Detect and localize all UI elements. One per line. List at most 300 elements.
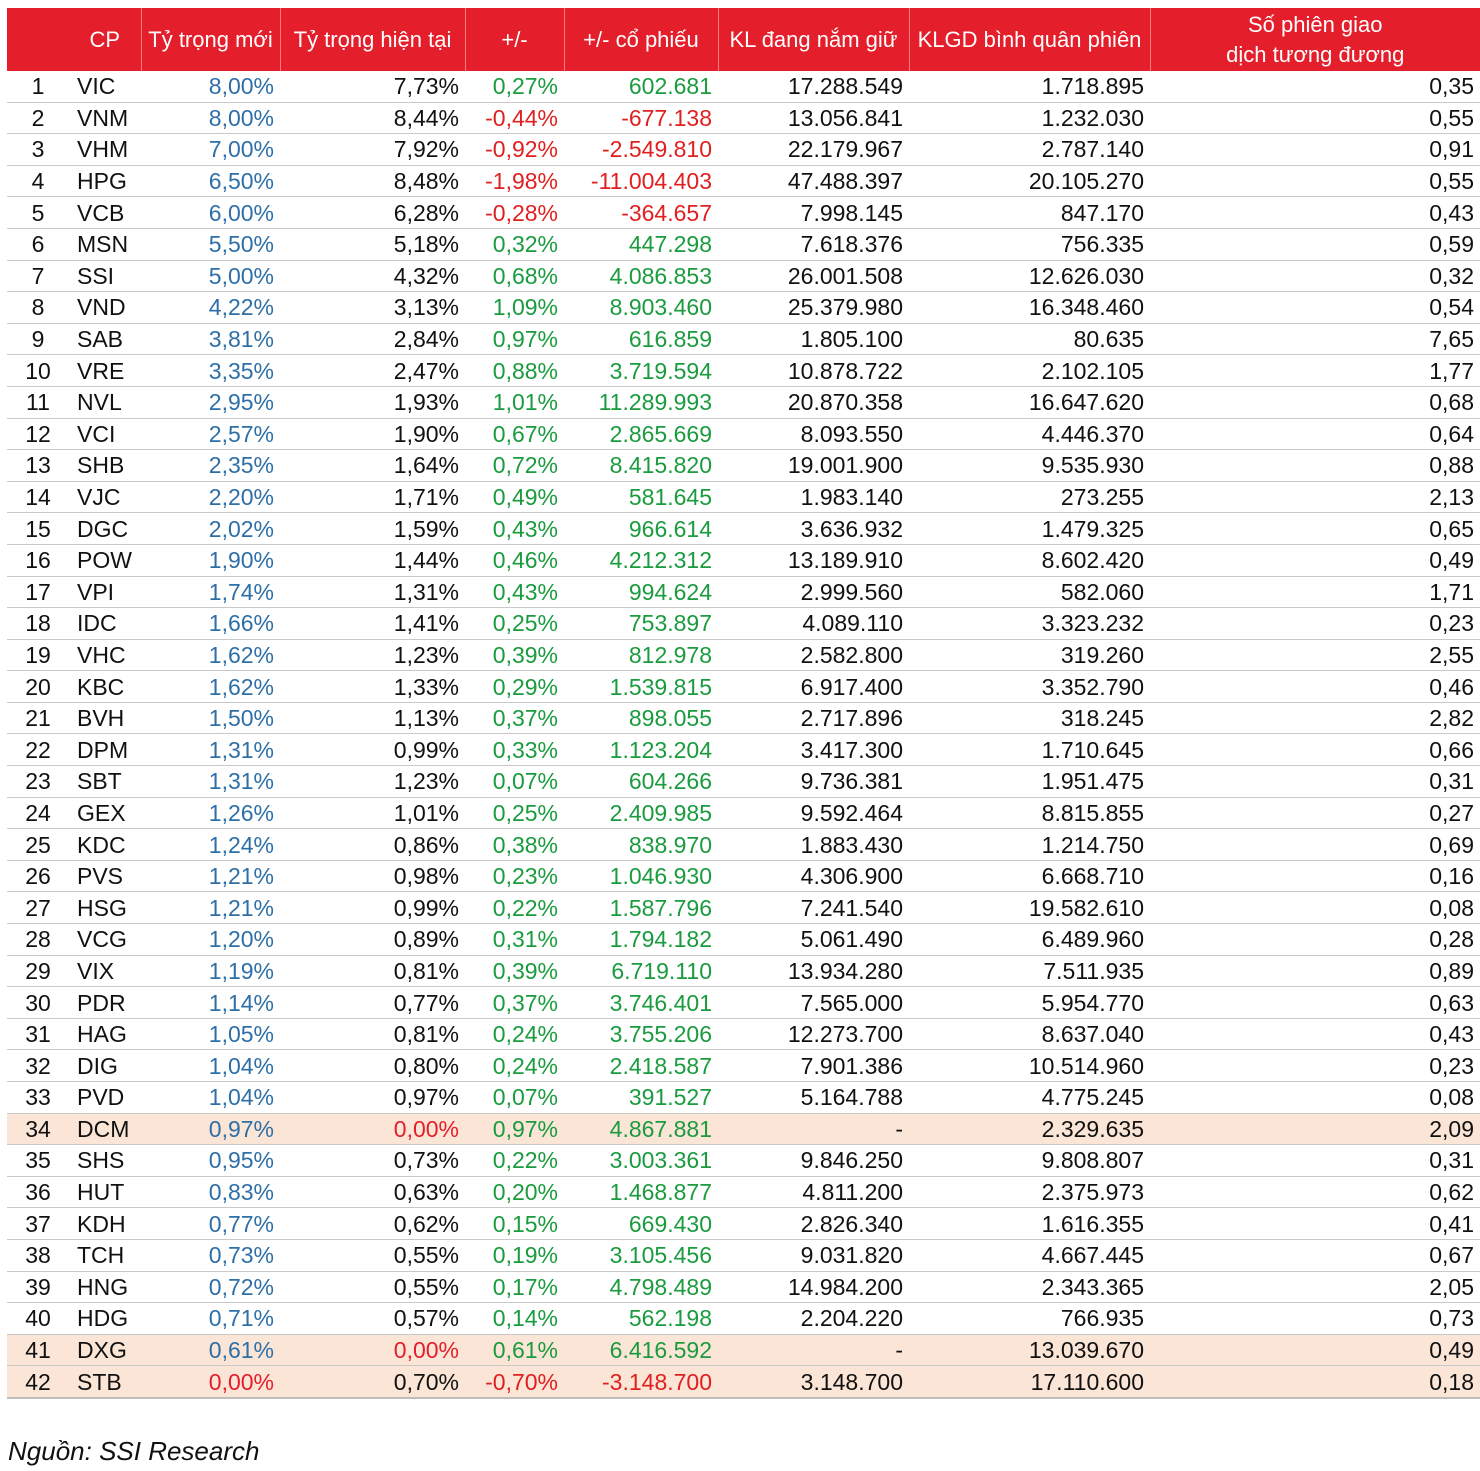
cell-avg-volume: 766.935 <box>909 1303 1150 1335</box>
cell-change-shares: 966.614 <box>564 513 718 545</box>
cell-avg-volume: 17.110.600 <box>909 1366 1150 1398</box>
cell-holding: 2.582.800 <box>718 639 909 671</box>
cell-holding: 6.917.400 <box>718 671 909 703</box>
cell-change: 0,37% <box>465 987 564 1019</box>
cell-index: 21 <box>7 702 69 734</box>
cell-ticker: HUT <box>69 1176 141 1208</box>
cell-current-weight: 0,81% <box>280 1018 465 1050</box>
cell-current-weight: 0,57% <box>280 1303 465 1335</box>
cell-index: 33 <box>7 1082 69 1114</box>
cell-sessions: 0,73 <box>1150 1303 1480 1335</box>
cell-avg-volume: 2.343.365 <box>909 1271 1150 1303</box>
cell-current-weight: 3,13% <box>280 292 465 324</box>
cell-sessions: 2,55 <box>1150 639 1480 671</box>
cell-avg-volume: 8.637.040 <box>909 1018 1150 1050</box>
cell-change: 0,61% <box>465 1334 564 1366</box>
cell-holding: 3.636.932 <box>718 513 909 545</box>
cell-sessions: 0,63 <box>1150 987 1480 1019</box>
cell-index: 27 <box>7 892 69 924</box>
cell-sessions: 0,16 <box>1150 860 1480 892</box>
cell-index: 11 <box>7 386 69 418</box>
cell-change-shares: 898.055 <box>564 702 718 734</box>
cell-new-weight: 1,04% <box>141 1050 280 1082</box>
cell-sessions: 0,43 <box>1150 197 1480 229</box>
cell-new-weight: 2,02% <box>141 513 280 545</box>
cell-new-weight: 1,74% <box>141 576 280 608</box>
cell-change: 0,07% <box>465 1082 564 1114</box>
cell-change: 0,24% <box>465 1050 564 1082</box>
cell-sessions: 0,49 <box>1150 1334 1480 1366</box>
cell-new-weight: 1,90% <box>141 544 280 576</box>
cell-avg-volume: 19.582.610 <box>909 892 1150 924</box>
cell-holding: 9.031.820 <box>718 1239 909 1271</box>
cell-new-weight: 1,50% <box>141 702 280 734</box>
cell-change: 0,22% <box>465 892 564 924</box>
cell-avg-volume: 1.479.325 <box>909 513 1150 545</box>
cell-current-weight: 1,23% <box>280 639 465 671</box>
cell-new-weight: 1,26% <box>141 797 280 829</box>
table-row <box>7 228 1480 260</box>
cell-new-weight: 8,00% <box>141 71 280 102</box>
cell-holding: 7.901.386 <box>718 1050 909 1082</box>
cell-ticker: VHC <box>69 639 141 671</box>
cell-change-shares: 562.198 <box>564 1303 718 1335</box>
cell-avg-volume: 2.329.635 <box>909 1113 1150 1145</box>
cell-change: 0,49% <box>465 481 564 513</box>
cell-index: 37 <box>7 1208 69 1240</box>
cell-new-weight: 1,31% <box>141 734 280 766</box>
cell-index: 36 <box>7 1176 69 1208</box>
cell-avg-volume: 16.348.460 <box>909 292 1150 324</box>
cell-index: 34 <box>7 1113 69 1145</box>
cell-sessions: 0,35 <box>1150 71 1480 102</box>
cell-current-weight: 1,71% <box>280 481 465 513</box>
cell-new-weight: 4,22% <box>141 292 280 324</box>
cell-change: 0,37% <box>465 702 564 734</box>
cell-holding: 3.417.300 <box>718 734 909 766</box>
cell-avg-volume: 8.602.420 <box>909 544 1150 576</box>
cell-new-weight: 1,05% <box>141 1018 280 1050</box>
cell-index: 22 <box>7 734 69 766</box>
source-note: Nguồn: SSI Research <box>8 1436 260 1466</box>
cell-new-weight: 1,31% <box>141 766 280 798</box>
cell-avg-volume: 4.446.370 <box>909 418 1150 450</box>
cell-change-shares: 669.430 <box>564 1208 718 1240</box>
cell-ticker: VRE <box>69 355 141 387</box>
cell-sessions: 0,31 <box>1150 1145 1480 1177</box>
cell-current-weight: 1,41% <box>280 608 465 640</box>
cell-avg-volume: 4.667.445 <box>909 1239 1150 1271</box>
cell-ticker: DPM <box>69 734 141 766</box>
cell-current-weight: 1,90% <box>280 418 465 450</box>
header-avg-volume: KLGD bình quân phiên <box>909 8 1150 71</box>
cell-avg-volume: 2.787.140 <box>909 134 1150 166</box>
cell-index: 5 <box>7 197 69 229</box>
cell-change: 1,09% <box>465 292 564 324</box>
cell-holding: 26.001.508 <box>718 260 909 292</box>
cell-change: 0,29% <box>465 671 564 703</box>
cell-change: -0,44% <box>465 102 564 134</box>
cell-current-weight: 1,64% <box>280 450 465 482</box>
header-sessions <box>1150 8 1480 71</box>
cell-change: 0,88% <box>465 355 564 387</box>
cell-index: 9 <box>7 323 69 355</box>
cell-change: 0,68% <box>465 260 564 292</box>
cell-sessions: 0,65 <box>1150 513 1480 545</box>
cell-sessions: 0,27 <box>1150 797 1480 829</box>
cell-new-weight: 0,77% <box>141 1208 280 1240</box>
cell-current-weight: 0,86% <box>280 829 465 861</box>
cell-ticker: BVH <box>69 702 141 734</box>
cell-holding: 7.998.145 <box>718 197 909 229</box>
cell-avg-volume: 273.255 <box>909 481 1150 513</box>
cell-avg-volume: 1.718.895 <box>909 71 1150 102</box>
table-row <box>7 766 1480 798</box>
cell-current-weight: 0,98% <box>280 860 465 892</box>
cell-current-weight: 4,32% <box>280 260 465 292</box>
cell-change-shares: 1.539.815 <box>564 671 718 703</box>
cell-change: 0,72% <box>465 450 564 482</box>
cell-current-weight: 0,73% <box>280 1145 465 1177</box>
cell-ticker: PVS <box>69 860 141 892</box>
cell-ticker: DCM <box>69 1113 141 1145</box>
cell-change-shares: 604.266 <box>564 766 718 798</box>
cell-change: 0,46% <box>465 544 564 576</box>
cell-ticker: HNG <box>69 1271 141 1303</box>
cell-change-shares: 1.587.796 <box>564 892 718 924</box>
cell-change: 0,39% <box>465 955 564 987</box>
cell-sessions: 0,55 <box>1150 165 1480 197</box>
cell-sessions: 0,67 <box>1150 1239 1480 1271</box>
cell-index: 10 <box>7 355 69 387</box>
cell-change-shares: 994.624 <box>564 576 718 608</box>
table-row <box>7 1366 1480 1398</box>
cell-index: 7 <box>7 260 69 292</box>
cell-avg-volume: 6.489.960 <box>909 924 1150 956</box>
cell-change-shares: 1.468.877 <box>564 1176 718 1208</box>
cell-ticker: VIX <box>69 955 141 987</box>
table-row <box>7 1239 1480 1271</box>
cell-index: 35 <box>7 1145 69 1177</box>
cell-change: 0,23% <box>465 860 564 892</box>
cell-avg-volume: 9.535.930 <box>909 450 1150 482</box>
cell-ticker: HSG <box>69 892 141 924</box>
table-header-row <box>7 8 1480 71</box>
cell-change: -0,92% <box>465 134 564 166</box>
cell-holding: 3.148.700 <box>718 1366 909 1398</box>
cell-new-weight: 1,20% <box>141 924 280 956</box>
cell-change-shares: 581.645 <box>564 481 718 513</box>
header-current-weight: Tỷ trọng hiện tại <box>280 8 465 71</box>
cell-current-weight: 2,84% <box>280 323 465 355</box>
cell-avg-volume: 20.105.270 <box>909 165 1150 197</box>
cell-ticker: SHS <box>69 1145 141 1177</box>
cell-current-weight: 1,31% <box>280 576 465 608</box>
cell-holding: 13.056.841 <box>718 102 909 134</box>
table-row <box>7 355 1480 387</box>
cell-new-weight: 0,83% <box>141 1176 280 1208</box>
cell-avg-volume: 10.514.960 <box>909 1050 1150 1082</box>
table-row <box>7 1113 1480 1145</box>
cell-ticker: SBT <box>69 766 141 798</box>
cell-sessions: 1,77 <box>1150 355 1480 387</box>
cell-holding: 22.179.967 <box>718 134 909 166</box>
cell-index: 31 <box>7 1018 69 1050</box>
cell-index: 15 <box>7 513 69 545</box>
cell-change-shares: 3.755.206 <box>564 1018 718 1050</box>
cell-current-weight: 1,93% <box>280 386 465 418</box>
cell-ticker: VPI <box>69 576 141 608</box>
cell-change-shares: 391.527 <box>564 1082 718 1114</box>
cell-new-weight: 7,00% <box>141 134 280 166</box>
cell-new-weight: 0,95% <box>141 1145 280 1177</box>
cell-ticker: PVD <box>69 1082 141 1114</box>
cell-change: 0,24% <box>465 1018 564 1050</box>
cell-avg-volume: 582.060 <box>909 576 1150 608</box>
cell-sessions: 0,41 <box>1150 1208 1480 1240</box>
cell-change: 0,17% <box>465 1271 564 1303</box>
cell-new-weight: 1,24% <box>141 829 280 861</box>
table-row <box>7 671 1480 703</box>
cell-avg-volume: 847.170 <box>909 197 1150 229</box>
cell-ticker: VIC <box>69 71 141 102</box>
table-row <box>7 481 1480 513</box>
cell-new-weight: 0,72% <box>141 1271 280 1303</box>
cell-new-weight: 2,57% <box>141 418 280 450</box>
cell-change-shares: 4.086.853 <box>564 260 718 292</box>
cell-holding: 2.717.896 <box>718 702 909 734</box>
cell-avg-volume: 9.808.807 <box>909 1145 1150 1177</box>
cell-holding: 4.089.110 <box>718 608 909 640</box>
cell-change-shares: 602.681 <box>564 71 718 102</box>
cell-new-weight: 0,61% <box>141 1334 280 1366</box>
table-row <box>7 1303 1480 1335</box>
cell-new-weight: 1,62% <box>141 671 280 703</box>
cell-sessions: 0,69 <box>1150 829 1480 861</box>
cell-new-weight: 1,14% <box>141 987 280 1019</box>
cell-new-weight: 6,00% <box>141 197 280 229</box>
cell-ticker: GEX <box>69 797 141 829</box>
cell-ticker: KDH <box>69 1208 141 1240</box>
cell-change-shares: 1.123.204 <box>564 734 718 766</box>
cell-index: 26 <box>7 860 69 892</box>
cell-new-weight: 1,19% <box>141 955 280 987</box>
table-row <box>7 197 1480 229</box>
header-index <box>7 8 69 71</box>
cell-change-shares: 838.970 <box>564 829 718 861</box>
cell-sessions: 0,66 <box>1150 734 1480 766</box>
table-row <box>7 1082 1480 1114</box>
cell-holding: 2.999.560 <box>718 576 909 608</box>
cell-index: 20 <box>7 671 69 703</box>
cell-ticker: POW <box>69 544 141 576</box>
cell-current-weight: 1,23% <box>280 766 465 798</box>
table-row <box>7 1271 1480 1303</box>
cell-sessions: 0,54 <box>1150 292 1480 324</box>
cell-change-shares: 2.409.985 <box>564 797 718 829</box>
cell-change: 0,32% <box>465 228 564 260</box>
cell-new-weight: 2,95% <box>141 386 280 418</box>
cell-ticker: SAB <box>69 323 141 355</box>
header-change: +/- <box>465 8 564 71</box>
cell-holding: 7.618.376 <box>718 228 909 260</box>
cell-change: 0,22% <box>465 1145 564 1177</box>
cell-avg-volume: 1.214.750 <box>909 829 1150 861</box>
cell-avg-volume: 80.635 <box>909 323 1150 355</box>
cell-change: 0,07% <box>465 766 564 798</box>
cell-holding: 10.878.722 <box>718 355 909 387</box>
cell-change: 0,20% <box>465 1176 564 1208</box>
cell-holding: 14.984.200 <box>718 1271 909 1303</box>
cell-new-weight: 3,35% <box>141 355 280 387</box>
cell-change-shares: 2.865.669 <box>564 418 718 450</box>
cell-avg-volume: 12.626.030 <box>909 260 1150 292</box>
cell-new-weight: 0,71% <box>141 1303 280 1335</box>
cell-avg-volume: 3.352.790 <box>909 671 1150 703</box>
cell-avg-volume: 5.954.770 <box>909 987 1150 1019</box>
cell-ticker: DGC <box>69 513 141 545</box>
cell-holding: 9.736.381 <box>718 766 909 798</box>
cell-ticker: TCH <box>69 1239 141 1271</box>
table-row <box>7 955 1480 987</box>
table-row <box>7 260 1480 292</box>
cell-avg-volume: 6.668.710 <box>909 860 1150 892</box>
cell-avg-volume: 8.815.855 <box>909 797 1150 829</box>
cell-holding: 2.826.340 <box>718 1208 909 1240</box>
cell-change: -0,70% <box>465 1366 564 1398</box>
cell-current-weight: 5,18% <box>280 228 465 260</box>
cell-ticker: VJC <box>69 481 141 513</box>
cell-change-shares: 616.859 <box>564 323 718 355</box>
cell-current-weight: 0,70% <box>280 1366 465 1398</box>
cell-index: 17 <box>7 576 69 608</box>
cell-change-shares: 3.719.594 <box>564 355 718 387</box>
cell-index: 39 <box>7 1271 69 1303</box>
cell-change: 0,97% <box>465 323 564 355</box>
cell-holding: - <box>718 1334 909 1366</box>
cell-sessions: 0,23 <box>1150 1050 1480 1082</box>
cell-sessions: 2,09 <box>1150 1113 1480 1145</box>
cell-sessions: 0,49 <box>1150 544 1480 576</box>
cell-holding: 5.164.788 <box>718 1082 909 1114</box>
cell-change-shares: 4.212.312 <box>564 544 718 576</box>
cell-holding: 2.204.220 <box>718 1303 909 1335</box>
cell-current-weight: 0,63% <box>280 1176 465 1208</box>
cell-sessions: 0,64 <box>1150 418 1480 450</box>
cell-avg-volume: 1.232.030 <box>909 102 1150 134</box>
cell-ticker: MSN <box>69 228 141 260</box>
cell-change-shares: -11.004.403 <box>564 165 718 197</box>
cell-ticker: VCG <box>69 924 141 956</box>
cell-change-shares: -3.148.700 <box>564 1366 718 1398</box>
cell-sessions: 0,08 <box>1150 892 1480 924</box>
cell-holding: 1.805.100 <box>718 323 909 355</box>
cell-holding: 47.488.397 <box>718 165 909 197</box>
table-row <box>7 924 1480 956</box>
cell-change: 0,25% <box>465 797 564 829</box>
cell-sessions: 0,32 <box>1150 260 1480 292</box>
cell-index: 30 <box>7 987 69 1019</box>
cell-holding: 19.001.900 <box>718 450 909 482</box>
cell-sessions: 0,23 <box>1150 608 1480 640</box>
cell-ticker: HDG <box>69 1303 141 1335</box>
cell-current-weight: 0,81% <box>280 955 465 987</box>
cell-holding: 12.273.700 <box>718 1018 909 1050</box>
cell-ticker: VNM <box>69 102 141 134</box>
cell-new-weight: 8,00% <box>141 102 280 134</box>
cell-current-weight: 1,13% <box>280 702 465 734</box>
cell-index: 28 <box>7 924 69 956</box>
cell-index: 13 <box>7 450 69 482</box>
cell-holding: 7.565.000 <box>718 987 909 1019</box>
table-row <box>7 702 1480 734</box>
cell-new-weight: 6,50% <box>141 165 280 197</box>
cell-current-weight: 1,44% <box>280 544 465 576</box>
cell-holding: - <box>718 1113 909 1145</box>
cell-new-weight: 2,35% <box>141 450 280 482</box>
cell-holding: 4.811.200 <box>718 1176 909 1208</box>
cell-change-shares: -677.138 <box>564 102 718 134</box>
cell-sessions: 0,89 <box>1150 955 1480 987</box>
cell-index: 18 <box>7 608 69 640</box>
cell-sessions: 2,82 <box>1150 702 1480 734</box>
cell-current-weight: 0,77% <box>280 987 465 1019</box>
cell-new-weight: 1,21% <box>141 860 280 892</box>
table-row <box>7 165 1480 197</box>
cell-new-weight: 0,73% <box>141 1239 280 1271</box>
cell-current-weight: 2,47% <box>280 355 465 387</box>
table-row <box>7 608 1480 640</box>
cell-new-weight: 5,00% <box>141 260 280 292</box>
cell-sessions: 2,05 <box>1150 1271 1480 1303</box>
cell-ticker: DIG <box>69 1050 141 1082</box>
cell-sessions: 0,46 <box>1150 671 1480 703</box>
cell-avg-volume: 1.951.475 <box>909 766 1150 798</box>
header-new-weight: Tỷ trọng mới <box>141 8 280 71</box>
cell-ticker: VCB <box>69 197 141 229</box>
cell-current-weight: 1,33% <box>280 671 465 703</box>
cell-holding: 13.189.910 <box>718 544 909 576</box>
cell-ticker: KDC <box>69 829 141 861</box>
cell-holding: 13.934.280 <box>718 955 909 987</box>
table-row <box>7 1018 1480 1050</box>
cell-index: 16 <box>7 544 69 576</box>
cell-index: 1 <box>7 71 69 102</box>
cell-holding: 17.288.549 <box>718 71 909 102</box>
table-row <box>7 987 1480 1019</box>
cell-avg-volume: 16.647.620 <box>909 386 1150 418</box>
table-row <box>7 386 1480 418</box>
cell-index: 3 <box>7 134 69 166</box>
cell-new-weight: 0,97% <box>141 1113 280 1145</box>
cell-change-shares: 8.903.460 <box>564 292 718 324</box>
table-row <box>7 860 1480 892</box>
cell-change: 0,38% <box>465 829 564 861</box>
cell-new-weight: 1,62% <box>141 639 280 671</box>
cell-change: 0,33% <box>465 734 564 766</box>
table-row <box>7 102 1480 134</box>
cell-ticker: HPG <box>69 165 141 197</box>
cell-ticker: SSI <box>69 260 141 292</box>
cell-change-shares: 8.415.820 <box>564 450 718 482</box>
cell-avg-volume: 4.775.245 <box>909 1082 1150 1114</box>
cell-change-shares: 11.289.993 <box>564 386 718 418</box>
cell-holding: 1.983.140 <box>718 481 909 513</box>
cell-sessions: 0,88 <box>1150 450 1480 482</box>
cell-sessions: 0,55 <box>1150 102 1480 134</box>
table-row <box>7 1050 1480 1082</box>
table-row <box>7 418 1480 450</box>
